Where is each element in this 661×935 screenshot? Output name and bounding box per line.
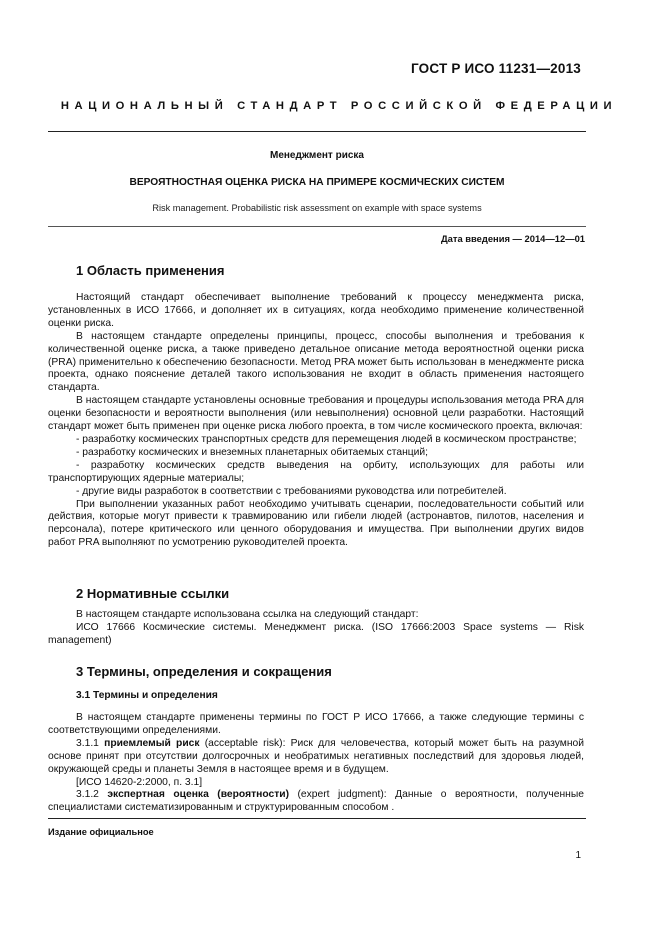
footer-divider [48,818,586,819]
term-number: 3.1.1 [76,737,99,749]
term-number: 3.1.2 [76,789,99,801]
term-definition: (acceptable risk): Риск для человечества, который может быть на разумной основе принят при отсутствии долгосрочных и необратимых негативных последствий для здоровья людей, окружающей среды и планеты Земля в настоящее время и в будущем. [48,737,584,775]
section-3-heading: 3 Термины, определения и сокращения [76,664,332,679]
introduction-date: Дата введения — 2014—12—01 [440,233,585,244]
term-entry [48,738,584,777]
list-item: - разработку космических средств выведения на орбиту, использующих для работы или транспортирующих ядерные материалы; [48,459,584,484]
paragraph: Настоящий стандарт обеспечивает выполнение требований к процессу менеджмента риска, установленных в ИСО 17666, и дополняет их в ситуациях, когда необходимо применение количественной оценки риска. [48,292,584,329]
title-divider [48,226,586,227]
section-1-body [48,292,584,550]
list-item: - разработку космических и внеземных планетарных обитаемых станций; [76,446,429,458]
term-name: экспертная оценка (вероятности) [107,789,290,801]
list-item: - разработку космических транспортных средств для перемещения людей в космическом пространстве; [76,433,577,445]
paragraph: В настоящем стандарте установлены основные требования и процедуры использования метода PRA для оценки безопасности и вероятности выполнения (или невыполнения) основной цели разработки. Настоящий стандарт может быть применен при оценке риска любого проекта, в том числе космического проекта, включая: [48,395,584,433]
page-number: 1 [575,850,581,861]
section-2-body [48,609,584,648]
paragraph: При выполнении указанных работ необходимо учитывать сценарии, последовательности событий или действия, которые могут привести к травмированию или гибели людей (астронавтов, пилотов, населения и персонала), потере критического или ценного оборудования и имущества. При выполнении других видов работ PRA выполняют по усмотрению руководителей проекта. [48,498,584,549]
document-code: ГОСТ Р ИСО 11231—2013 [410,61,581,76]
section-3-body [48,712,584,815]
paragraph: В настоящем стандарте определены принципы, процесс, способы выполнения и требования к количественной оценке риска, а также приведено детальное описание метода вероятностной оценки риска (PRA) применительно к обеспечению безопасности. Метод PRA может быть использован в менеджменте риска проекта, однако пояснение деталей такого использования не входит в область применения настоящего стандарта. [48,330,584,394]
section-3-1-heading: 3.1 Термины и определения [76,690,218,701]
national-standard-banner: НАЦИОНАЛЬНЫЙ СТАНДАРТ РОССИЙСКОЙ ФЕДЕРАЦИИ [60,100,618,112]
list-item: - другие виды разработок в соответствии с требованиями руководства или потребителей. [76,485,507,497]
paragraph: ИСО 17666 Космические системы. Менеджмент риска. (ISO 17666:2003 Space systems — Risk management) [48,621,584,646]
section-2-heading: 2 Нормативные ссылки [76,586,230,601]
document-title-english: Risk management. Probabilistic risk assessment on example with space systems [152,203,482,213]
document-subtitle: Менеджмент риска [270,150,364,161]
header-divider [48,131,586,132]
document-title: ВЕРОЯТНОСТНАЯ ОЦЕНКА РИСКА НА ПРИМЕРЕ КОСМИЧЕСКИХ СИСТЕМ [129,177,505,188]
official-edition-label: Издание официальное [48,827,154,837]
section-1-heading: 1 Область применения [76,263,225,278]
term-name: приемлемый риск [104,737,200,749]
paragraph: В настоящем стандарте использована ссылка на следующий стандарт: [76,609,419,620]
term-definition: (expert judgment): Данные о вероятности, полученные специалистами систематизированным и структурированным способом . [48,789,584,814]
paragraph: В настоящем стандарте применены термины по ГОСТ Р ИСО 17666, а также следующие термины с соответствующими определениями. [48,712,584,736]
term-source: [ИСО 14620-2:2000, п. 3.1] [76,776,203,788]
term-entry [48,789,584,815]
